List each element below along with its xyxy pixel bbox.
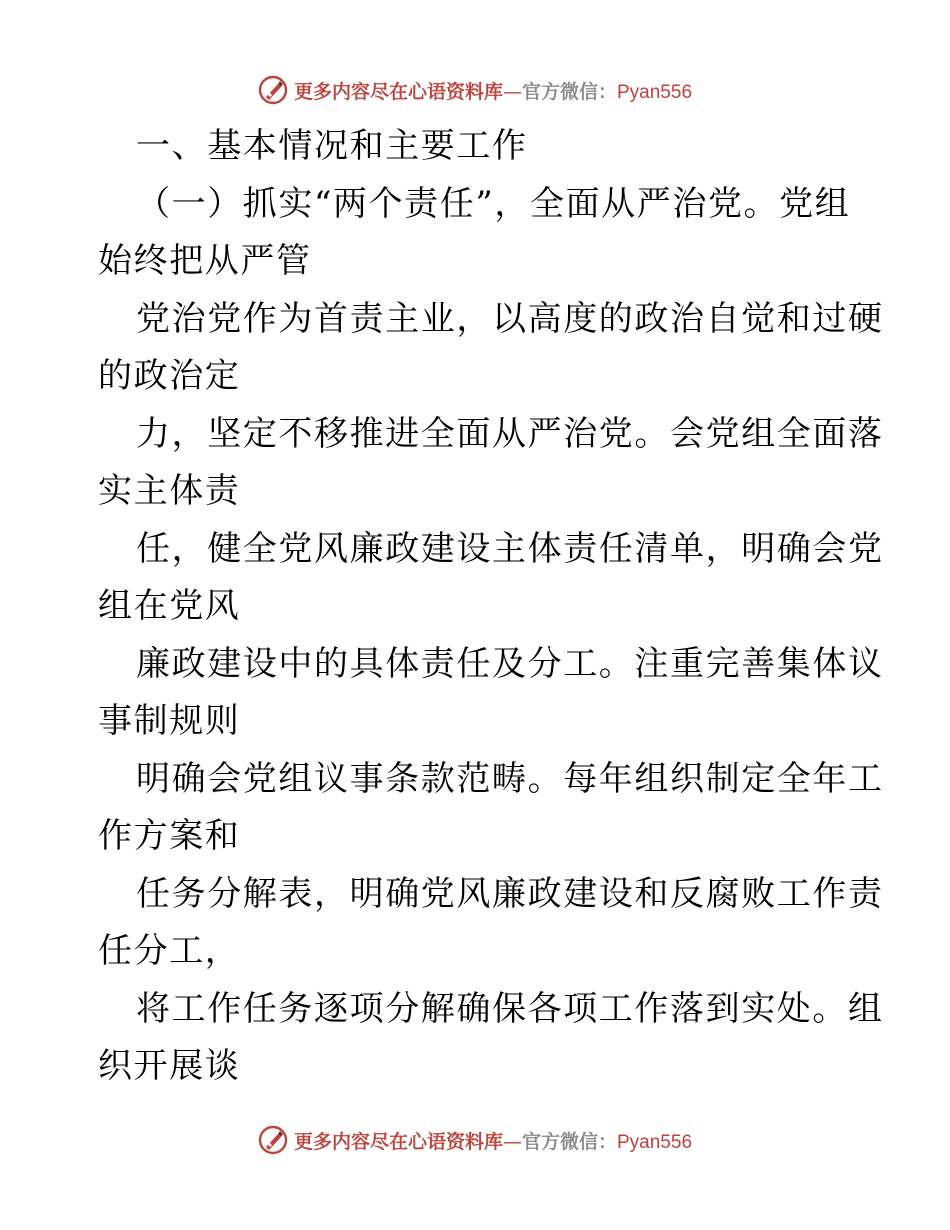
- paragraph-line: 任，健全党风廉政建设主体责任清单，明确会党: [136, 528, 884, 569]
- section-heading: 一、基本情况和主要工作: [136, 126, 528, 166]
- watermark-site: 更多内容尽在心语资料库: [293, 1130, 503, 1153]
- paragraph-line: 织开展谈: [98, 1046, 241, 1086]
- paragraph-lines: [98, 176, 884, 1096]
- watermark-dash: —: [502, 1130, 522, 1153]
- footer-watermark: [0, 1120, 950, 1160]
- watermark-account: Pyan556: [617, 1131, 693, 1153]
- paragraph-line: 明确会党组议事条款范畴。每年组织制定全年工: [136, 758, 884, 799]
- paragraph-line: 实主体责: [98, 471, 241, 511]
- paragraph-line: 事制规则: [98, 701, 241, 741]
- paragraph-line: 廉政建设中的具体责任及分工。注重完善集体议: [136, 643, 884, 684]
- document-body: [98, 118, 884, 1096]
- paragraph-line: 将工作任务逐项分解确保各项工作落到实处。组: [136, 988, 884, 1029]
- watermark-dash: —: [502, 80, 522, 103]
- watermark-account: Pyan556: [617, 81, 693, 103]
- paragraph-line: 力，坚定不移推进全面从严治党。会党组全面落: [136, 413, 884, 454]
- watermark-site: 更多内容尽在心语资料库: [293, 80, 503, 103]
- paragraph-line: 任分工，: [98, 931, 241, 971]
- paragraph-line: 组在党风: [98, 586, 241, 626]
- header-watermark: [0, 70, 950, 110]
- paragraph-line: （一）抓实“两个责任”，全面从严治党。党组: [136, 183, 851, 224]
- pen-logo-icon: [258, 1125, 288, 1155]
- paragraph-line: 作方案和: [98, 816, 241, 856]
- watermark-text: [294, 77, 692, 104]
- watermark-label: 官方微信：: [521, 80, 617, 103]
- paragraph-line: 的政治定: [98, 356, 241, 396]
- watermark-label: 官方微信：: [521, 1130, 617, 1153]
- paragraph-line: 始终把从严管: [98, 241, 312, 281]
- pen-logo-icon: [258, 75, 288, 105]
- paragraph-line: 党治党作为首责主业，以高度的政治自觉和过硬: [136, 298, 884, 339]
- watermark-text: [294, 1127, 692, 1154]
- paragraph-line: 任务分解表，明确党风廉政建设和反腐败工作责: [136, 873, 884, 914]
